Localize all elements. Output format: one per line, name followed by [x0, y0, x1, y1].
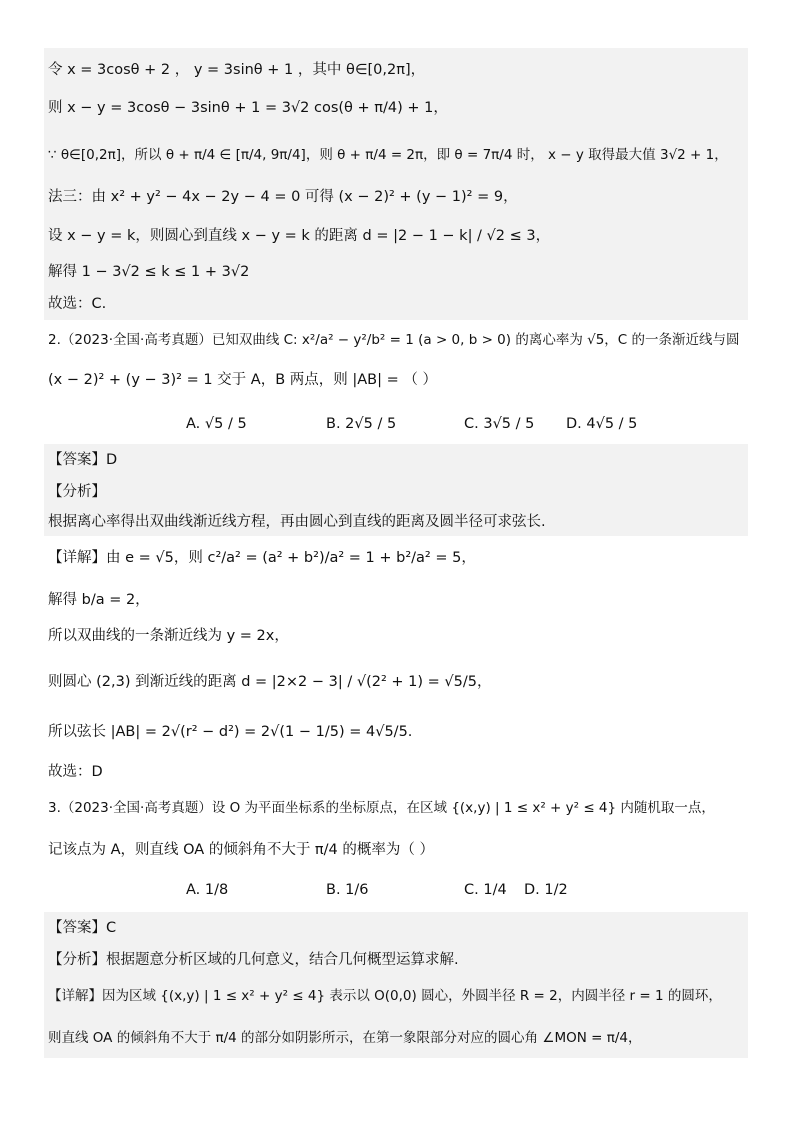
solution-line-1: 令 x = 3cosθ + 2 ， y = 3sinθ + 1 ，其中 θ∈[0,2π]，	[48, 62, 426, 78]
question-2-stem-cont: (x − 2)² + (y − 3)² = 1 交于 A，B 两点，则 |AB| = （ ）	[48, 372, 437, 388]
q3-detail-2: 则直线 OA 的倾斜角不大于 π/4 的部分如阴影所示，在第一象限部分对应的圆心角 ∠MON = π/4，	[48, 1030, 642, 1046]
q2-detail-5: 所以弦长 |AB| = 2√(r² − d²) = 2√(1 − 1/5) = 4√5/5.	[48, 724, 413, 740]
solution-line-6: 解得 1 − 3√2 ≤ k ≤ 1 + 3√2	[48, 264, 250, 280]
q2-option-c: C. 3√5 / 5	[464, 416, 535, 432]
question-3-stem: 3.（2023·全国·高考真题）设 O 为平面坐标系的坐标原点，在区域 {(x,y) | 1 ≤ x² + y² ≤ 4} 内随机取一点，	[48, 800, 715, 816]
q3-option-b: B. 1/6	[326, 882, 369, 898]
solution-line-5: 设 x − y = k，则圆心到直线 x − y = k 的距离 d = |2 − 1 − k| / √2 ≤ 3，	[48, 228, 551, 244]
q3-option-d: D. 1/2	[524, 882, 568, 898]
q2-option-d: D. 4√5 / 5	[566, 416, 638, 432]
q2-detail-4: 则圆心 (2,3) 到渐近线的距离 d = |2×2 − 3| / √(2² + 1) = √5/5，	[48, 674, 492, 690]
q3-analysis: 【分析】根据题意分析区域的几何意义，结合几何概型运算求解.	[48, 952, 459, 968]
q2-detail-3: 所以双曲线的一条渐近线为 y = 2x，	[48, 628, 289, 644]
q2-detail-1: 【详解】由 e = √5，则 c²/a² = (a² + b²)/a² = 1 + b²/a² = 5，	[48, 550, 476, 566]
q2-detail-6: 故选：D	[48, 764, 103, 780]
q3-answer: 【答案】C	[48, 920, 117, 936]
solution-line-2: 则 x − y = 3cosθ − 3sinθ + 1 = 3√2 cos(θ + π/4) + 1，	[48, 100, 448, 116]
question-2-stem: 2.（2023·全国·高考真题）已知双曲线 C: x²/a² − y²/b² = 1 (a > 0, b > 0) 的离心率为 √5，C 的一条渐近线与圆	[48, 332, 740, 348]
q2-answer: 【答案】D	[48, 452, 118, 468]
q2-detail-2: 解得 b/a = 2，	[48, 592, 150, 608]
question-3-stem-cont: 记该点为 A，则直线 OA 的倾斜角不大于 π/4 的概率为（ ）	[48, 842, 434, 858]
q2-option-b: B. 2√5 / 5	[326, 416, 397, 432]
solution-line-7: 故选：C.	[48, 296, 107, 312]
solution-line-4: 法三：由 x² + y² − 4x − 2y − 4 = 0 可得 (x − 2)² + (y − 1)² = 9，	[48, 189, 518, 205]
q2-analysis: 根据离心率得出双曲线渐近线方程，再由圆心到直线的距离及圆半径可求弦长.	[48, 514, 546, 530]
solution-line-3: ∵ θ∈[0,2π]，所以 θ + π/4 ∈ [π/4, 9π/4]，则 θ + π/4 = 2π，即 θ = 7π/4 时， x − y 取得最大值 3√2 + 1，	[48, 147, 728, 163]
q3-detail-1: 【详解】因为区域 {(x,y) | 1 ≤ x² + y² ≤ 4} 表示以 O(0,0) 圆心，外圆半径 R = 2，内圆半径 r = 1 的圆环，	[48, 988, 722, 1004]
q3-option-c: C. 1/4	[464, 882, 507, 898]
q2-option-a: A. √5 / 5	[186, 416, 247, 432]
q3-option-a: A. 1/8	[186, 882, 229, 898]
q2-analysis-heading: 【分析】	[48, 484, 106, 500]
